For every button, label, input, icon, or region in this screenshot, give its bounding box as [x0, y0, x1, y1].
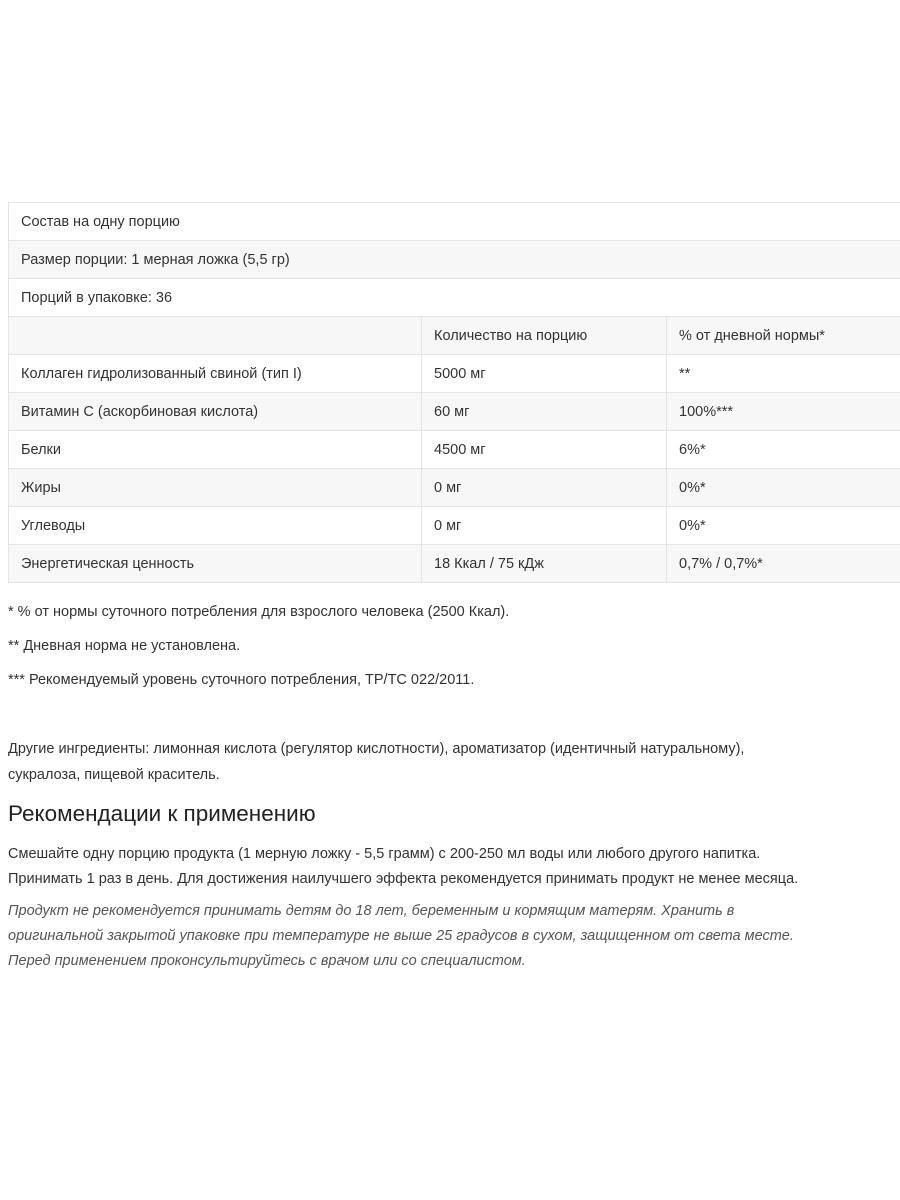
- warning-line: Продукт не рекомендуется принимать детям до 18 лет, беременным и кормящим матерям. Хранить в: [8, 903, 735, 919]
- header-cell-name: [9, 317, 422, 355]
- nutrient-amount: 4500 мг: [422, 431, 667, 469]
- info-cell: Порций в упаковке: 36: [9, 279, 900, 317]
- warning-line: Перед применением проконсультируйтесь с врачом или со специалистом.: [8, 953, 526, 969]
- info-cell: Состав на одну порцию: [9, 203, 900, 241]
- nutrient-daily-value: 0%*: [667, 507, 900, 545]
- nutrition-table: [8, 202, 900, 583]
- nutrient-name: Углеводы: [9, 507, 422, 545]
- ingredients-line: сукралоза, пищевой краситель.: [8, 767, 220, 783]
- info-cell: Размер порции: 1 мерная ложка (5,5 гр): [9, 241, 900, 279]
- footnotes: [8, 600, 888, 702]
- usage-line: Принимать 1 раз в день. Для достижения наилучшего эффекта рекомендуется принимать продукт не менее месяца.: [8, 871, 799, 887]
- info-row-composition: [9, 203, 900, 241]
- table-row: [9, 355, 900, 393]
- ingredients-line: Другие ингредиенты: лимонная кислота (регулятор кислотности), ароматизатор (идентичный натуральному),: [8, 741, 745, 757]
- nutrient-daily-value: 0%*: [667, 469, 900, 507]
- table-row: [9, 545, 900, 583]
- table-header-row: [9, 317, 900, 355]
- nutrient-daily-value: 6%*: [667, 431, 900, 469]
- nutrient-amount: 60 мг: [422, 393, 667, 431]
- warning-note: [8, 899, 898, 974]
- nutrient-name: Коллаген гидролизованный свиной (тип I): [9, 355, 422, 393]
- other-ingredients: [8, 736, 893, 788]
- usage-line: Смешайте одну порцию продукта (1 мерную ложку - 5,5 грамм) с 200-250 мл воды или любого другого напитка.: [8, 846, 761, 862]
- header-cell-amount: Количество на порцию: [422, 317, 667, 355]
- warning-line: оригинальной закрытой упаковке при температуре не выше 25 градусов в сухом, защищенном от света месте.: [8, 928, 794, 944]
- header-cell-daily-value: % от дневной нормы*: [667, 317, 900, 355]
- table-row: [9, 393, 900, 431]
- nutrient-daily-value: **: [667, 355, 900, 393]
- nutrient-name: Жиры: [9, 469, 422, 507]
- footnote-norm-not-set: ** Дневная норма не установлена.: [8, 638, 241, 654]
- usage-instructions: [8, 842, 898, 892]
- nutrient-daily-value: 0,7% / 0,7%*: [667, 545, 900, 583]
- nutrient-daily-value: 100%***: [667, 393, 900, 431]
- nutrient-amount: 0 мг: [422, 507, 667, 545]
- footnote-daily-norm: * % от нормы суточного потребления для взрослого человека (2500 Ккал).: [8, 604, 510, 620]
- table-row: [9, 507, 900, 545]
- table-row: [9, 469, 900, 507]
- nutrient-amount: 18 Ккал / 75 кДж: [422, 545, 667, 583]
- table-row: [9, 431, 900, 469]
- nutrient-name: Энергетическая ценность: [9, 545, 422, 583]
- nutrient-name: Белки: [9, 431, 422, 469]
- nutrient-amount: 5000 мг: [422, 355, 667, 393]
- info-row-serving-size: [9, 241, 900, 279]
- nutrient-name: Витамин С (аскорбиновая кислота): [9, 393, 422, 431]
- info-row-servings-per-pack: [9, 279, 900, 317]
- footnote-recommended-level: *** Рекомендуемый уровень суточного потребления, ТР/ТС 022/2011.: [8, 672, 475, 688]
- nutrient-amount: 0 мг: [422, 469, 667, 507]
- usage-heading: Рекомендации к применению: [8, 801, 316, 826]
